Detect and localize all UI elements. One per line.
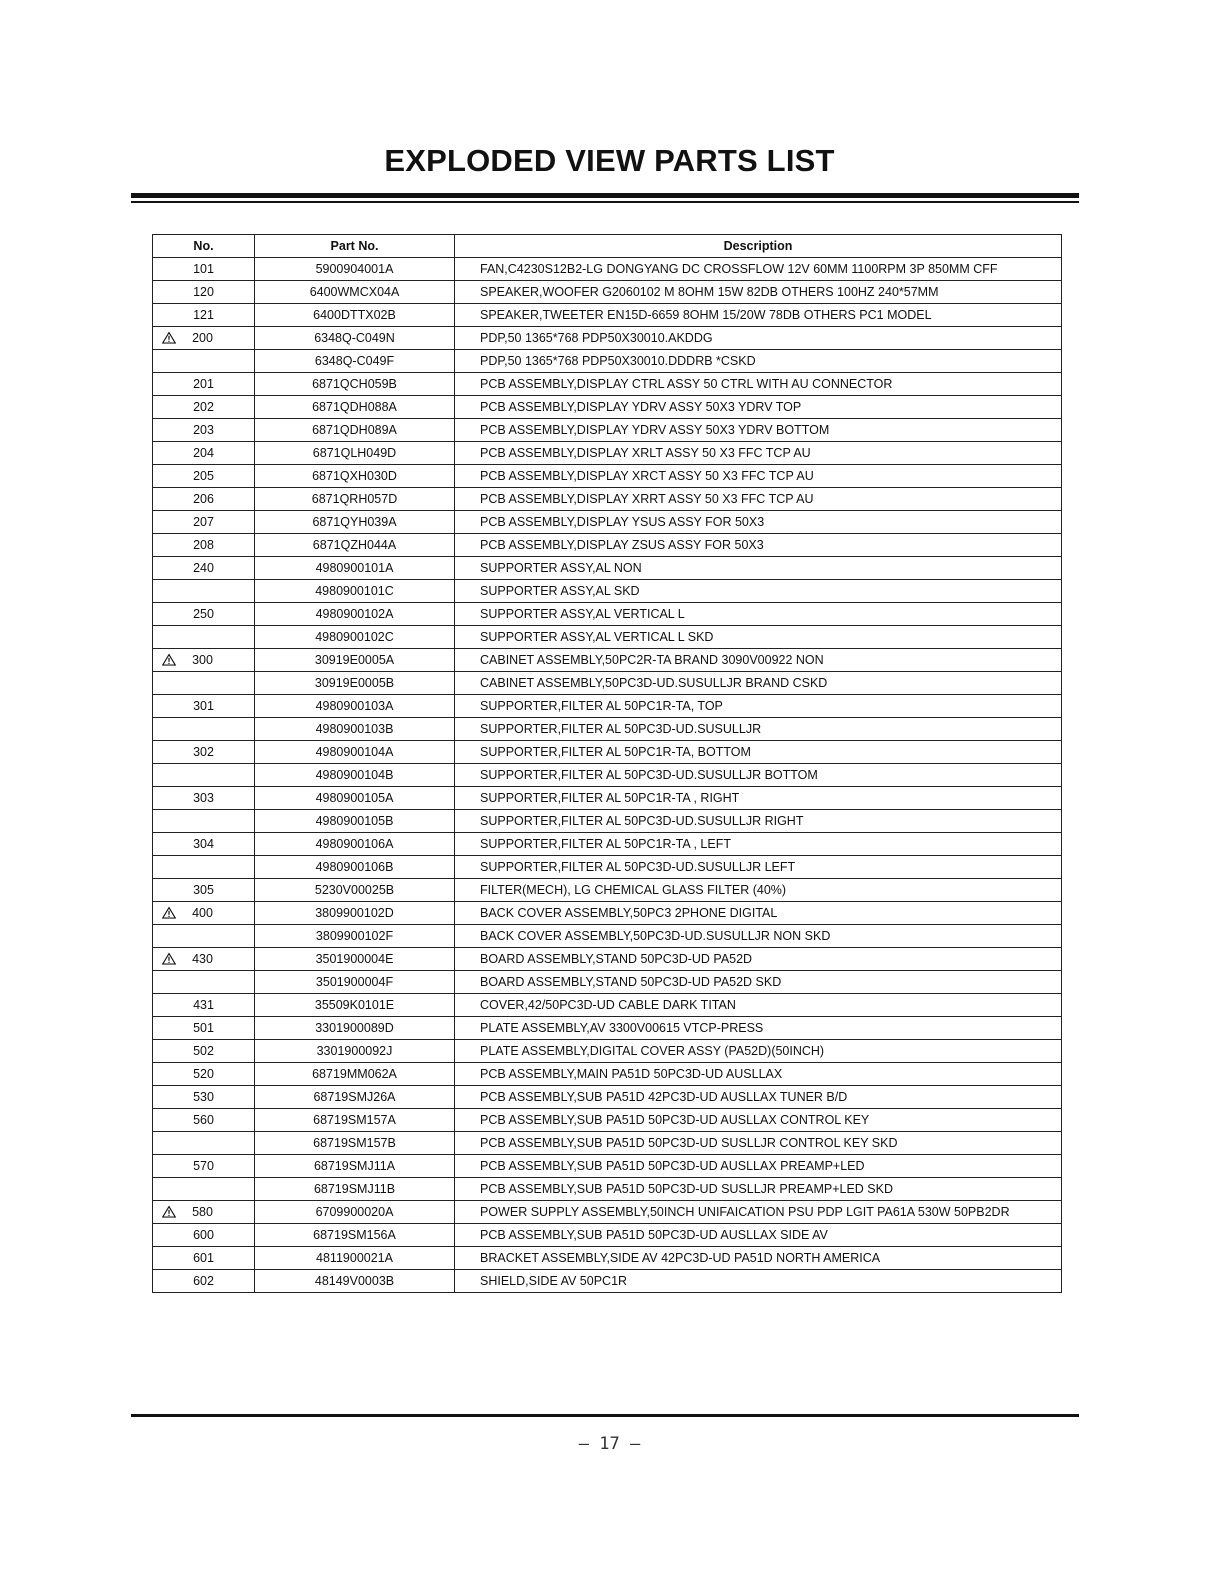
cell-part-no: 4811900021A bbox=[255, 1247, 455, 1270]
cell-no bbox=[153, 1201, 255, 1224]
item-number: 520 bbox=[193, 1067, 214, 1081]
cell-description: FILTER(MECH), LG CHEMICAL GLASS FILTER (40%) bbox=[455, 879, 1062, 902]
footer-rule bbox=[131, 1414, 1079, 1417]
cell-description: SUPPORTER ASSY,AL VERTICAL L bbox=[455, 603, 1062, 626]
table-row bbox=[153, 948, 1062, 971]
cell-no bbox=[153, 534, 255, 557]
cell-part-no: 35509K0101E bbox=[255, 994, 455, 1017]
cell-part-no: 6871QZH044A bbox=[255, 534, 455, 557]
cell-no bbox=[153, 396, 255, 419]
cell-part-no: 6871QXH030D bbox=[255, 465, 455, 488]
table-row bbox=[153, 810, 1062, 833]
cell-no bbox=[153, 419, 255, 442]
cell-part-no: 68719SM156A bbox=[255, 1224, 455, 1247]
cell-part-no: 68719SMJ26A bbox=[255, 1086, 455, 1109]
item-number: 240 bbox=[193, 561, 214, 575]
cell-part-no: 6871QDH089A bbox=[255, 419, 455, 442]
item-number: 570 bbox=[193, 1159, 214, 1173]
cell-description: PCB ASSEMBLY,DISPLAY YSUS ASSY FOR 50X3 bbox=[455, 511, 1062, 534]
cell-part-no: 4980900102C bbox=[255, 626, 455, 649]
item-number: 580 bbox=[192, 1205, 213, 1219]
cell-no bbox=[153, 902, 255, 925]
cell-description: PDP,50 1365*768 PDP50X30010.AKDDG bbox=[455, 327, 1062, 350]
item-number: 200 bbox=[192, 331, 213, 345]
item-number: 250 bbox=[193, 607, 214, 621]
cell-part-no: 4980900105A bbox=[255, 787, 455, 810]
cell-part-no: 68719SM157A bbox=[255, 1109, 455, 1132]
warning-triangle-icon bbox=[162, 332, 176, 344]
cell-description: SHIELD,SIDE AV 50PC1R bbox=[455, 1270, 1062, 1293]
table-header-row bbox=[153, 235, 1062, 258]
cell-part-no: 30919E0005A bbox=[255, 649, 455, 672]
cell-description: SUPPORTER,FILTER AL 50PC1R-TA, BOTTOM bbox=[455, 741, 1062, 764]
cell-description: POWER SUPPLY ASSEMBLY,50INCH UNIFAICATION PSU PDP LGIT PA61A 530W 50PB2DR bbox=[455, 1201, 1062, 1224]
item-number: 207 bbox=[193, 515, 214, 529]
cell-description: BOARD ASSEMBLY,STAND 50PC3D-UD PA52D SKD bbox=[455, 971, 1062, 994]
cell-part-no: 6871QLH049D bbox=[255, 442, 455, 465]
table-row bbox=[153, 396, 1062, 419]
cell-description: BOARD ASSEMBLY,STAND 50PC3D-UD PA52D bbox=[455, 948, 1062, 971]
cell-description: PCB ASSEMBLY,DISPLAY CTRL ASSY 50 CTRL WITH AU CONNECTOR bbox=[455, 373, 1062, 396]
cell-description: PCB ASSEMBLY,SUB PA51D 42PC3D-UD AUSLLAX TUNER B/D bbox=[455, 1086, 1062, 1109]
cell-description: PCB ASSEMBLY,DISPLAY XRCT ASSY 50 X3 FFC TCP AU bbox=[455, 465, 1062, 488]
cell-part-no: 6871QCH059B bbox=[255, 373, 455, 396]
cell-part-no: 6871QDH088A bbox=[255, 396, 455, 419]
table-row bbox=[153, 327, 1062, 350]
cell-part-no: 3501900004E bbox=[255, 948, 455, 971]
cell-description: COVER,42/50PC3D-UD CABLE DARK TITAN bbox=[455, 994, 1062, 1017]
page-number: – 17 – bbox=[578, 1434, 641, 1454]
table-row bbox=[153, 649, 1062, 672]
cell-description: PLATE ASSEMBLY,AV 3300V00615 VTCP-PRESS bbox=[455, 1017, 1062, 1040]
item-number: 202 bbox=[193, 400, 214, 414]
cell-no bbox=[153, 1040, 255, 1063]
table-row bbox=[153, 1040, 1062, 1063]
table-row bbox=[153, 281, 1062, 304]
cell-part-no: 4980900105B bbox=[255, 810, 455, 833]
cell-part-no: 68719SM157B bbox=[255, 1132, 455, 1155]
cell-no bbox=[153, 557, 255, 580]
cell-description: PCB ASSEMBLY,MAIN PA51D 50PC3D-UD AUSLLAX bbox=[455, 1063, 1062, 1086]
table-row bbox=[153, 1224, 1062, 1247]
cell-no bbox=[153, 603, 255, 626]
item-number: 203 bbox=[193, 423, 214, 437]
header-no: No. bbox=[153, 235, 255, 258]
table-row bbox=[153, 511, 1062, 534]
item-number: 560 bbox=[193, 1113, 214, 1127]
cell-no bbox=[153, 1270, 255, 1293]
cell-description: PCB ASSEMBLY,SUB PA51D 50PC3D-UD SUSLLJR CONTROL KEY SKD bbox=[455, 1132, 1062, 1155]
cell-no bbox=[153, 718, 255, 741]
item-number: 305 bbox=[193, 883, 214, 897]
table-row bbox=[153, 764, 1062, 787]
cell-description: SUPPORTER ASSY,AL SKD bbox=[455, 580, 1062, 603]
table-row bbox=[153, 488, 1062, 511]
item-number: 300 bbox=[192, 653, 213, 667]
cell-no bbox=[153, 304, 255, 327]
cell-no bbox=[153, 1017, 255, 1040]
table-row bbox=[153, 534, 1062, 557]
table-row bbox=[153, 626, 1062, 649]
cell-no bbox=[153, 281, 255, 304]
table-row bbox=[153, 1017, 1062, 1040]
item-number: 431 bbox=[193, 998, 214, 1012]
cell-description: PCB ASSEMBLY,SUB PA51D 50PC3D-UD AUSLLAX SIDE AV bbox=[455, 1224, 1062, 1247]
table-row bbox=[153, 718, 1062, 741]
cell-no bbox=[153, 1109, 255, 1132]
cell-part-no: 6348Q-C049N bbox=[255, 327, 455, 350]
cell-description: SPEAKER,TWEETER EN15D-6659 8OHM 15/20W 78DB OTHERS PC1 MODEL bbox=[455, 304, 1062, 327]
cell-no bbox=[153, 626, 255, 649]
cell-no bbox=[153, 258, 255, 281]
table-row bbox=[153, 603, 1062, 626]
table-row bbox=[153, 373, 1062, 396]
cell-part-no: 4980900103A bbox=[255, 695, 455, 718]
cell-no bbox=[153, 327, 255, 350]
cell-part-no: 6348Q-C049F bbox=[255, 350, 455, 373]
cell-no bbox=[153, 580, 255, 603]
cell-description: FAN,C4230S12B2-LG DONGYANG DC CROSSFLOW 12V 60MM 1100RPM 3P 850MM CFF bbox=[455, 258, 1062, 281]
item-number: 602 bbox=[193, 1274, 214, 1288]
cell-description: SUPPORTER,FILTER AL 50PC3D-UD.SUSULLJR RIGHT bbox=[455, 810, 1062, 833]
item-number: 301 bbox=[193, 699, 214, 713]
warning-triangle-icon bbox=[162, 907, 176, 919]
cell-part-no: 4980900106A bbox=[255, 833, 455, 856]
cell-description: SUPPORTER,FILTER AL 50PC1R-TA , LEFT bbox=[455, 833, 1062, 856]
cell-no bbox=[153, 994, 255, 1017]
item-number: 501 bbox=[193, 1021, 214, 1035]
cell-no bbox=[153, 373, 255, 396]
cell-no bbox=[153, 488, 255, 511]
table-row bbox=[153, 1270, 1062, 1293]
table-row bbox=[153, 1155, 1062, 1178]
cell-no bbox=[153, 649, 255, 672]
table-row bbox=[153, 1132, 1062, 1155]
header-part-no: Part No. bbox=[255, 235, 455, 258]
table-row bbox=[153, 442, 1062, 465]
warning-triangle-icon bbox=[162, 654, 176, 666]
table-row bbox=[153, 580, 1062, 603]
item-number: 205 bbox=[193, 469, 214, 483]
cell-part-no: 4980900106B bbox=[255, 856, 455, 879]
cell-description: PCB ASSEMBLY,DISPLAY ZSUS ASSY FOR 50X3 bbox=[455, 534, 1062, 557]
cell-part-no: 68719SMJ11A bbox=[255, 1155, 455, 1178]
cell-description: PCB ASSEMBLY,DISPLAY YDRV ASSY 50X3 YDRV TOP bbox=[455, 396, 1062, 419]
table-row bbox=[153, 994, 1062, 1017]
cell-description: SUPPORTER,FILTER AL 50PC1R-TA, TOP bbox=[455, 695, 1062, 718]
cell-description: SUPPORTER,FILTER AL 50PC3D-UD.SUSULLJR bbox=[455, 718, 1062, 741]
cell-no bbox=[153, 810, 255, 833]
cell-part-no: 4980900104A bbox=[255, 741, 455, 764]
cell-no bbox=[153, 1063, 255, 1086]
table-row bbox=[153, 1063, 1062, 1086]
cell-description: CABINET ASSEMBLY,50PC3D-UD.SUSULLJR BRAND CSKD bbox=[455, 672, 1062, 695]
cell-part-no: 6400WMCX04A bbox=[255, 281, 455, 304]
title-rule-thick bbox=[131, 193, 1079, 198]
item-number: 400 bbox=[192, 906, 213, 920]
cell-part-no: 6871QRH057D bbox=[255, 488, 455, 511]
item-number: 502 bbox=[193, 1044, 214, 1058]
table-row bbox=[153, 695, 1062, 718]
cell-part-no: 6400DTTX02B bbox=[255, 304, 455, 327]
cell-description: SUPPORTER,FILTER AL 50PC3D-UD.SUSULLJR LEFT bbox=[455, 856, 1062, 879]
item-number: 201 bbox=[193, 377, 214, 391]
cell-description: PCB ASSEMBLY,SUB PA51D 50PC3D-UD AUSLLAX CONTROL KEY bbox=[455, 1109, 1062, 1132]
cell-part-no: 3301900092J bbox=[255, 1040, 455, 1063]
table-row bbox=[153, 1086, 1062, 1109]
cell-no bbox=[153, 1086, 255, 1109]
cell-description: BACK COVER ASSEMBLY,50PC3D-UD.SUSULLJR NON SKD bbox=[455, 925, 1062, 948]
cell-no bbox=[153, 350, 255, 373]
cell-description: SUPPORTER,FILTER AL 50PC1R-TA , RIGHT bbox=[455, 787, 1062, 810]
cell-description: PCB ASSEMBLY,DISPLAY XRRT ASSY 50 X3 FFC TCP AU bbox=[455, 488, 1062, 511]
header-description: Description bbox=[455, 235, 1062, 258]
table-row bbox=[153, 971, 1062, 994]
table-row bbox=[153, 925, 1062, 948]
cell-part-no: 5900904001A bbox=[255, 258, 455, 281]
page-title: EXPLODED VIEW PARTS LIST bbox=[384, 143, 835, 178]
cell-no bbox=[153, 879, 255, 902]
cell-description: PLATE ASSEMBLY,DIGITAL COVER ASSY (PA52D)(50INCH) bbox=[455, 1040, 1062, 1063]
table-row bbox=[153, 833, 1062, 856]
cell-description: SUPPORTER,FILTER AL 50PC3D-UD.SUSULLJR BOTTOM bbox=[455, 764, 1062, 787]
cell-no bbox=[153, 1155, 255, 1178]
table-row bbox=[153, 856, 1062, 879]
item-number: 600 bbox=[193, 1228, 214, 1242]
cell-part-no: 5230V00025B bbox=[255, 879, 455, 902]
cell-no bbox=[153, 1247, 255, 1270]
cell-part-no: 6871QYH039A bbox=[255, 511, 455, 534]
item-number: 120 bbox=[193, 285, 214, 299]
cell-description: PDP,50 1365*768 PDP50X30010.DDDRB *CSKD bbox=[455, 350, 1062, 373]
table-row bbox=[153, 1247, 1062, 1270]
cell-part-no: 4980900101C bbox=[255, 580, 455, 603]
table-row bbox=[153, 1109, 1062, 1132]
cell-no bbox=[153, 1224, 255, 1247]
cell-no bbox=[153, 787, 255, 810]
cell-description: PCB ASSEMBLY,DISPLAY YDRV ASSY 50X3 YDRV BOTTOM bbox=[455, 419, 1062, 442]
item-number: 303 bbox=[193, 791, 214, 805]
item-number: 204 bbox=[193, 446, 214, 460]
cell-description: CABINET ASSEMBLY,50PC2R-TA BRAND 3090V00922 NON bbox=[455, 649, 1062, 672]
item-number: 121 bbox=[193, 308, 214, 322]
table-row bbox=[153, 902, 1062, 925]
table-row bbox=[153, 1201, 1062, 1224]
cell-no bbox=[153, 465, 255, 488]
cell-no bbox=[153, 948, 255, 971]
cell-part-no: 6709900020A bbox=[255, 1201, 455, 1224]
cell-part-no: 68719MM062A bbox=[255, 1063, 455, 1086]
cell-no bbox=[153, 511, 255, 534]
cell-part-no: 3301900089D bbox=[255, 1017, 455, 1040]
table-row bbox=[153, 741, 1062, 764]
parts-table-body bbox=[153, 258, 1062, 1293]
cell-no bbox=[153, 971, 255, 994]
cell-description: SPEAKER,WOOFER G2060102 M 8OHM 15W 82DB OTHERS 100HZ 240*57MM bbox=[455, 281, 1062, 304]
cell-no bbox=[153, 1178, 255, 1201]
cell-no bbox=[153, 741, 255, 764]
table-row bbox=[153, 419, 1062, 442]
parts-table bbox=[152, 234, 1062, 1293]
title-rule-thin bbox=[131, 201, 1079, 203]
item-number: 530 bbox=[193, 1090, 214, 1104]
cell-no bbox=[153, 442, 255, 465]
cell-no bbox=[153, 672, 255, 695]
table-row bbox=[153, 1178, 1062, 1201]
cell-description: SUPPORTER ASSY,AL VERTICAL L SKD bbox=[455, 626, 1062, 649]
item-number: 101 bbox=[193, 262, 214, 276]
table-row bbox=[153, 879, 1062, 902]
cell-no bbox=[153, 833, 255, 856]
cell-part-no: 48149V0003B bbox=[255, 1270, 455, 1293]
table-row bbox=[153, 787, 1062, 810]
cell-no bbox=[153, 695, 255, 718]
table-row bbox=[153, 304, 1062, 327]
cell-part-no: 4980900101A bbox=[255, 557, 455, 580]
item-number: 302 bbox=[193, 745, 214, 759]
cell-no bbox=[153, 764, 255, 787]
cell-description: PCB ASSEMBLY,SUB PA51D 50PC3D-UD AUSLLAX PREAMP+LED bbox=[455, 1155, 1062, 1178]
table-row bbox=[153, 258, 1062, 281]
cell-part-no: 3501900004F bbox=[255, 971, 455, 994]
cell-no bbox=[153, 1132, 255, 1155]
item-number: 601 bbox=[193, 1251, 214, 1265]
cell-description: SUPPORTER ASSY,AL NON bbox=[455, 557, 1062, 580]
cell-part-no: 4980900103B bbox=[255, 718, 455, 741]
cell-part-no: 3809900102F bbox=[255, 925, 455, 948]
item-number: 430 bbox=[192, 952, 213, 966]
item-number: 208 bbox=[193, 538, 214, 552]
item-number: 206 bbox=[193, 492, 214, 506]
warning-triangle-icon bbox=[162, 1206, 176, 1218]
table-row bbox=[153, 557, 1062, 580]
cell-description: PCB ASSEMBLY,SUB PA51D 50PC3D-UD SUSLLJR PREAMP+LED SKD bbox=[455, 1178, 1062, 1201]
cell-part-no: 3809900102D bbox=[255, 902, 455, 925]
cell-part-no: 4980900102A bbox=[255, 603, 455, 626]
item-number: 304 bbox=[193, 837, 214, 851]
warning-triangle-icon bbox=[162, 953, 176, 965]
table-row bbox=[153, 672, 1062, 695]
cell-description: BRACKET ASSEMBLY,SIDE AV 42PC3D-UD PA51D NORTH AMERICA bbox=[455, 1247, 1062, 1270]
cell-description: BACK COVER ASSEMBLY,50PC3 2PHONE DIGITAL bbox=[455, 902, 1062, 925]
cell-no bbox=[153, 925, 255, 948]
cell-description: PCB ASSEMBLY,DISPLAY XRLT ASSY 50 X3 FFC TCP AU bbox=[455, 442, 1062, 465]
cell-part-no: 30919E0005B bbox=[255, 672, 455, 695]
cell-part-no: 68719SMJ11B bbox=[255, 1178, 455, 1201]
table-row bbox=[153, 350, 1062, 373]
cell-no bbox=[153, 856, 255, 879]
table-row bbox=[153, 465, 1062, 488]
cell-part-no: 4980900104B bbox=[255, 764, 455, 787]
